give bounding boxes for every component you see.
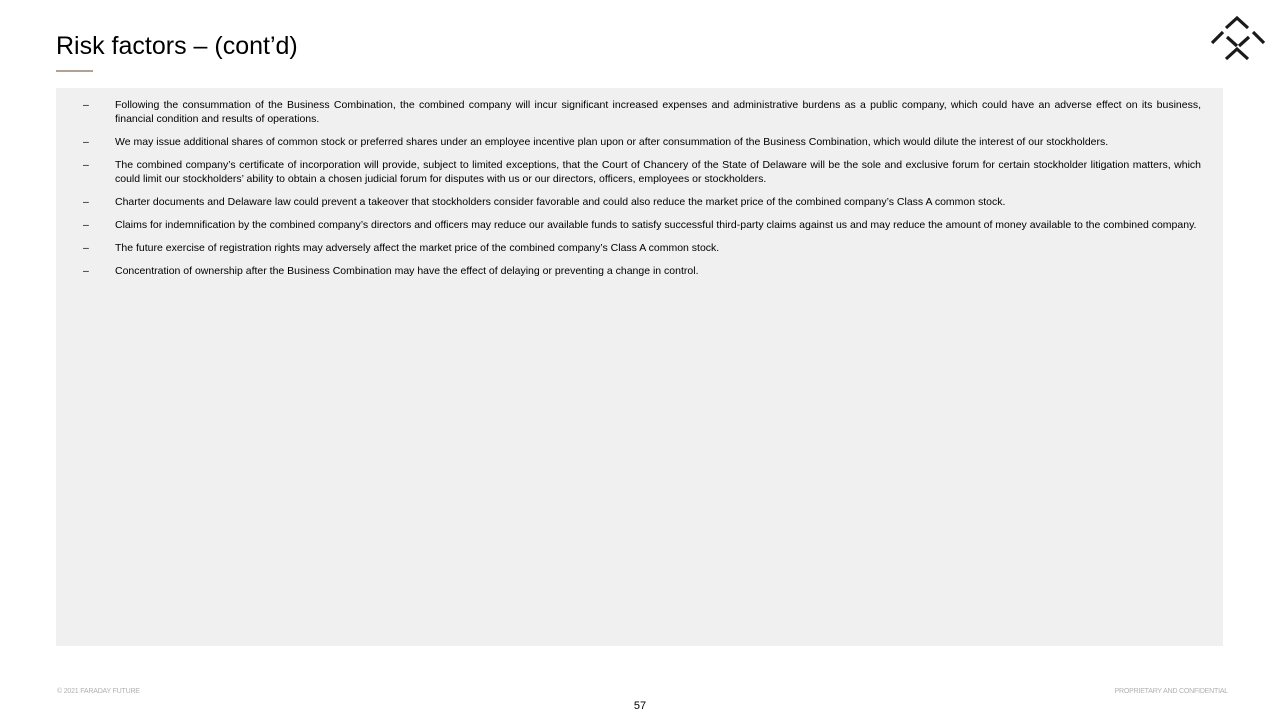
copyright-footer: © 2021 FARADAY FUTURE — [57, 688, 140, 695]
risk-text: Concentration of ownership after the Business Combination may have the effect of delaying or preventing a change in control. — [115, 265, 699, 277]
page-number: 57 — [633, 700, 647, 712]
bullet-dash: – — [83, 136, 89, 148]
risk-item — [56, 241, 1223, 255]
title-underline — [56, 70, 93, 72]
risk-item — [56, 264, 1223, 278]
faraday-future-logo-icon — [1207, 15, 1269, 63]
bullet-dash: – — [83, 159, 89, 171]
bullet-dash: – — [83, 196, 89, 208]
slide-title: Risk factors – (cont’d) — [56, 32, 298, 60]
risk-text: Charter documents and Delaware law could prevent a takeover that stockholders consider favorable and could also reduce the market price of the combined company’s Class A common stock. — [115, 196, 1006, 208]
risk-item — [56, 195, 1223, 209]
risk-factors-list — [56, 98, 1223, 287]
risk-item — [56, 98, 1223, 126]
bullet-dash: – — [83, 242, 89, 254]
bullet-dash: – — [83, 219, 89, 231]
bullet-dash: – — [83, 265, 89, 277]
risk-text: The combined company’s certificate of incorporation will provide, subject to limited exceptions, that the Court of Chancery of the State of Delaware will be the sole and exclusive forum for certain stockholder litigation matters, which could limit our stockholders’ ability to obtain a chosen judicial forum for disputes with us or our directors, officers, employees or stockholders. — [115, 159, 1201, 185]
risk-factors-panel — [56, 88, 1223, 646]
risk-text: Claims for indemnification by the combined company’s directors and officers may reduce our available funds to satisfy successful third-party claims against us and may reduce the amount of money available to the combined company. — [115, 219, 1197, 231]
risk-text: We may issue additional shares of common stock or preferred shares under an employee incentive plan upon or after consummation of the Business Combination, which would dilute the interest of our stockholders. — [115, 136, 1109, 148]
bullet-dash: – — [83, 99, 89, 111]
risk-text: Following the consummation of the Business Combination, the combined company will incur significant increased expenses and administrative burdens as a public company, which could have an adverse effect on its business, financial condition and results of operations. — [115, 99, 1201, 125]
risk-item — [56, 135, 1223, 149]
confidential-footer: PROPRIETARY AND CONFIDENTIAL — [1114, 688, 1228, 695]
risk-text: The future exercise of registration rights may adversely affect the market price of the combined company’s Class A common stock. — [115, 242, 720, 254]
risk-item — [56, 158, 1223, 186]
risk-item — [56, 218, 1223, 232]
